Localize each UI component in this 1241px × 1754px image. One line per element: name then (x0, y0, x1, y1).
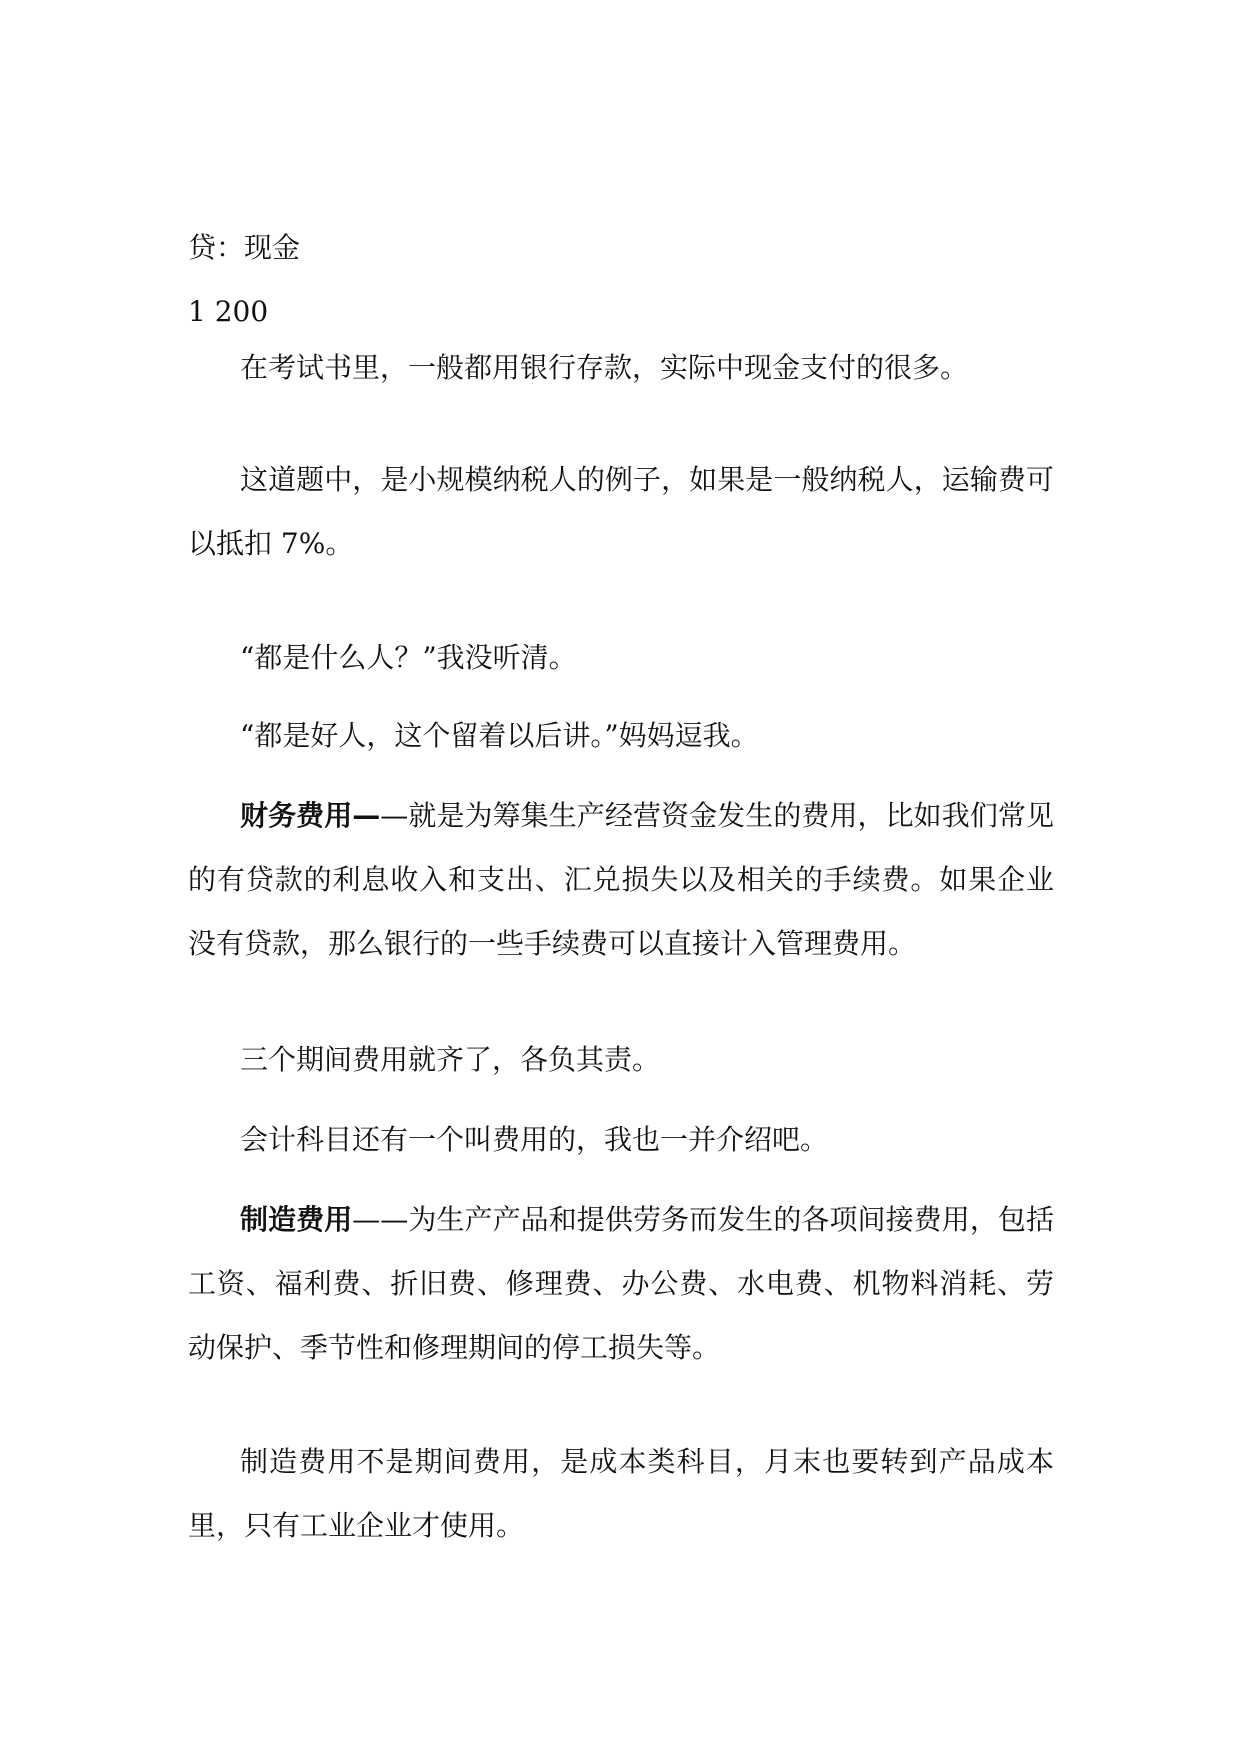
paragraph-accounting-subject (188, 1108, 1054, 1172)
document-page (188, 0, 1054, 1754)
paragraph-bold-term: 财务费用— (240, 799, 381, 832)
paragraph-text: 会计科目还有一个叫费用的，我也一并介绍吧。 (240, 1123, 829, 1156)
paragraph-cost-subject (188, 1430, 1054, 1558)
paragraph-text: —就是为筹集生产经营资金发生的费用，比如我们常见的有贷款的利息收入和支出、汇兑损失以及相关的手续费。如果企业没有贷款，那么银行的一些手续费可以直接计入管理费用。 (188, 799, 1054, 960)
paragraph-period-expenses (188, 1028, 1054, 1092)
journal-amount-line: 1 200 (188, 295, 269, 328)
paragraph-question (188, 626, 1054, 690)
paragraph-text: 三个期间费用就齐了，各负其责。 (240, 1043, 661, 1076)
paragraph-manufacturing-overhead (188, 1188, 1054, 1380)
paragraph-text: “都是什么人？”我没听清。 (240, 641, 577, 674)
paragraph-bold-term: 制造费用 (240, 1203, 353, 1236)
paragraph-text: 这道题中，是小规模纳税人的例子，如果是一般纳税人，运输费可以抵扣 7%。 (188, 463, 1054, 560)
paragraph-text: ——为生产产品和提供劳务而发生的各项间接费用，包括工资、福利费、折旧费、修理费、办公费、水电费、机物料消耗、劳动保护、季节性和修理期间的停工损失等。 (188, 1203, 1054, 1364)
paragraph-text: 在考试书里，一般都用银行存款，实际中现金支付的很多。 (240, 351, 969, 384)
paragraph-financial-expenses (188, 784, 1054, 976)
paragraph-answer (188, 704, 1054, 768)
paragraph-exam-note (188, 336, 1054, 400)
journal-credit-line: 贷：现金 (188, 231, 301, 264)
paragraph-text: “都是好人，这个留着以后讲。”妈妈逗我。 (240, 719, 759, 752)
paragraph-taxpayer-example (188, 448, 1054, 576)
paragraph-text: 制造费用不是期间费用，是成本类科目，月末也要转到产品成本里，只有工业企业才使用。 (188, 1445, 1054, 1542)
